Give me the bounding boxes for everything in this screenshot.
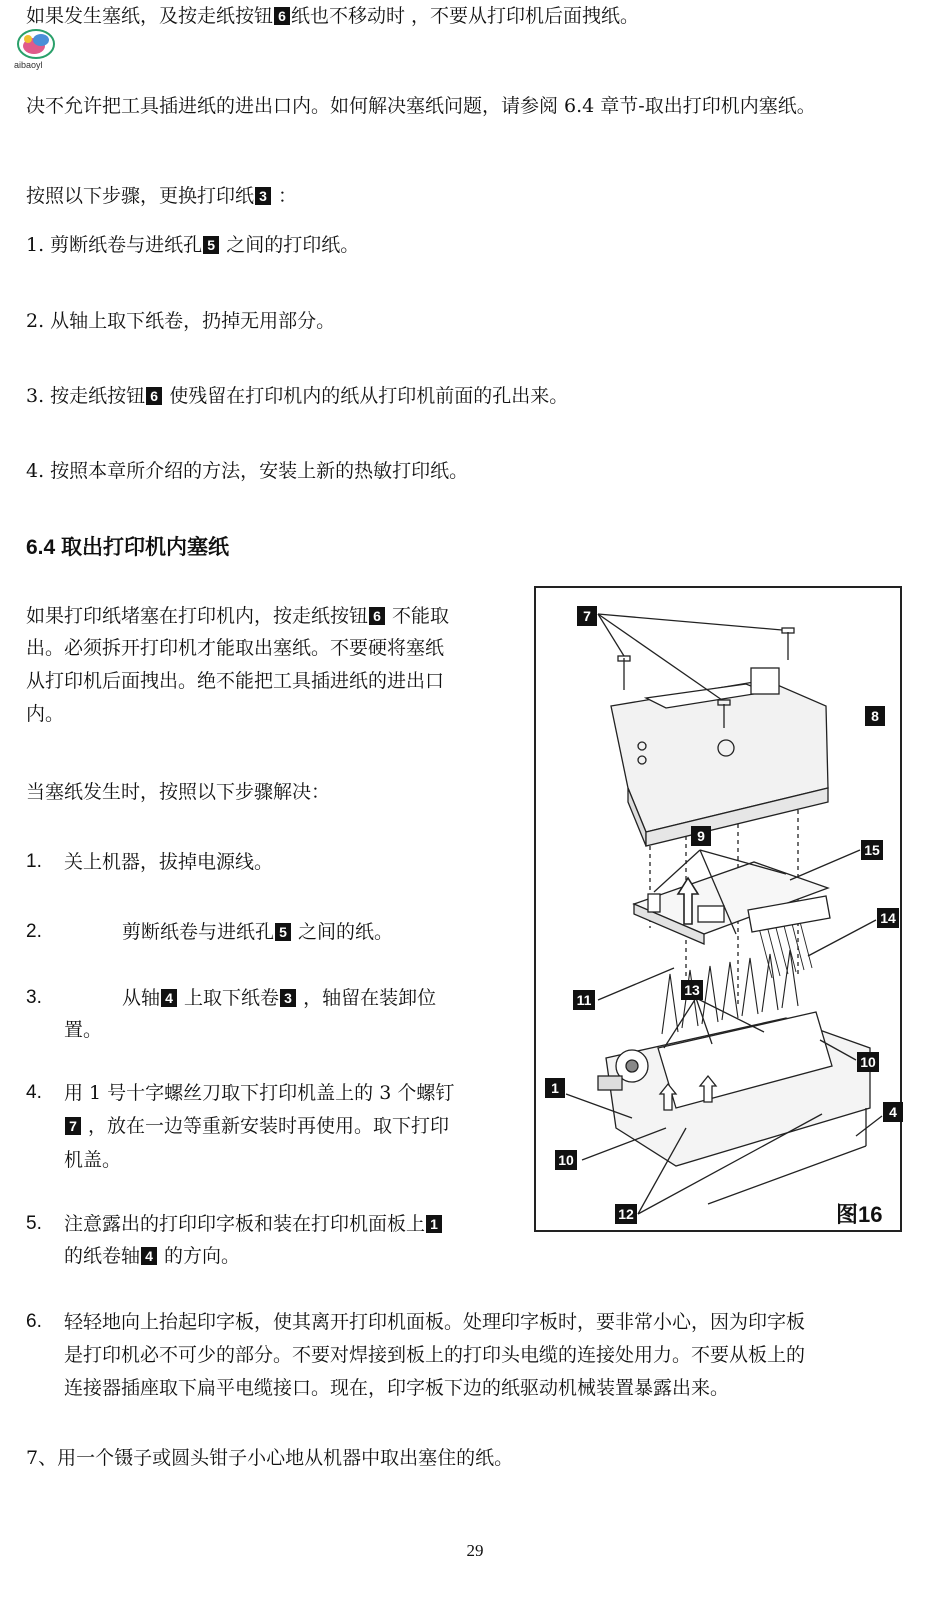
text: 注意露出的打印印字板和装在打印机面板上 [64,1213,426,1235]
text: 4. 按照本章所介绍的方法，安装上新的热敏打印纸。 [26,460,469,482]
callout-badge: 11 [573,990,595,1010]
jam-step-6-line-3: 连接器插座取下扁平电缆接口。现在，印字板下边的纸驱动机械装置暴露出来。 [64,1377,730,1399]
jam-intro-line-2: 出。必须拆开打印机才能取出塞纸。不要硬将塞纸 [26,637,445,659]
jam-step-1: 关上机器，拔掉电源线。 [64,851,274,873]
printer-diagram [536,588,900,1230]
text: 按照以下步骤，更换打印纸 [26,185,255,207]
text: 3. 按走纸按钮 [26,385,146,407]
text: 的方向。 [158,1245,241,1267]
jam-step-4-cont2: 机盖。 [64,1149,122,1171]
ref-badge: 7 [65,1117,81,1135]
jam-step-2 [122,920,393,944]
callout-badge: 13 [681,980,703,1000]
text: 上取下纸卷 [178,987,280,1009]
replace-step-2 [26,309,335,333]
jam-step-3-cont: 置。 [64,1019,103,1041]
replace-step-1 [26,233,359,257]
jam-step-5 [64,1212,443,1236]
text: ： [272,185,298,207]
jam-steps-lead: 当塞纸发生时，按照以下步骤解决： [26,781,331,803]
ref-badge: 1 [426,1215,442,1233]
printer-exploded-figure [534,586,902,1232]
ref-badge: 3 [255,187,271,205]
text: 不能取 [386,605,450,627]
figure-caption: 图16 [836,1202,883,1227]
replace-step-4 [26,459,468,483]
text: 剪断纸卷与进纸孔 [122,921,275,943]
ref-badge: 6 [146,387,162,405]
intro-line-3 [26,184,297,208]
text: 之间的打印纸。 [220,234,360,256]
text: 之间的纸。 [292,921,394,943]
jam-step-6-line-1: 轻轻地向上抬起印字板，使其离开打印机面板。处理印字板时，要非常小心，因为印字板 [64,1311,806,1333]
page-number: 29 [466,1541,484,1560]
callout-badge: 15 [861,840,883,860]
intro-line-2: 决不允许把工具插进纸的进出口内。如何解决塞纸问题，请参阅 6.4 章节-取出打印机内塞纸。 [26,95,816,117]
text: 如果打印纸堵塞在打印机内，按走纸按钮 [26,605,369,627]
text: 1. 剪断纸卷与进纸孔 [26,234,203,256]
ref-badge: 4 [161,989,177,1007]
jam-step-6-line-2: 是打印机必不可少的部分。不要对焊接到板上的打印头电缆的连接处用力。不要从板上的 [64,1344,806,1366]
step-number: 6. [26,1311,42,1332]
replace-step-3 [26,384,568,408]
jam-intro-line-4: 内。 [26,703,65,725]
ref-badge: 4 [141,1247,157,1265]
callout-badge: 9 [691,826,711,846]
text: ，轴留在装卸位 [297,987,437,1009]
step-number: 1. [26,851,42,872]
logo-text: aibaoyl [14,60,43,70]
callout-badge: 10 [857,1052,879,1072]
step-number: 5. [26,1213,42,1234]
step-number: 4. [26,1082,42,1103]
jam-step-5-cont [64,1244,240,1268]
callout-badge: 14 [877,908,899,928]
text: ，放在一边等重新安装时再使用。取下打印 [82,1115,450,1137]
jam-intro-line-1 [26,604,449,628]
section-title: 6.4 取出打印机内塞纸 [26,536,230,559]
jam-step-4-cont [64,1114,449,1138]
jam-step-7: 7、用一个镊子或圆头钳子小心地从机器中取出塞住的纸。 [26,1447,514,1469]
callout-badge: 10 [555,1150,577,1170]
callout-badge: 12 [615,1204,637,1224]
callout-badge: 4 [883,1102,903,1122]
ref-badge: 3 [280,989,296,1007]
callout-badge: 7 [577,606,597,626]
callout-badge: 8 [865,706,885,726]
jam-intro-line-3: 从打印机后面拽出。绝不能把工具插进纸的进出口 [26,670,445,692]
ref-badge: 5 [203,236,219,254]
jam-step-4: 用 1 号十字螺丝刀取下打印机盖上的 3 个螺钉 [64,1082,455,1104]
text: 2. 从轴上取下纸卷，扔掉无用部分。 [26,310,336,332]
text: 如果发生塞纸，及按走纸按钮 [26,5,274,27]
intro-line-1 [26,4,639,28]
step-number: 2. [26,921,42,942]
text: 纸也不移动时 ，不要从打印机后面拽纸。 [291,5,640,27]
callout-badge: 1 [545,1078,565,1098]
text: 的纸卷轴 [64,1245,141,1267]
ref-badge: 6 [369,607,385,625]
text: 使残留在打印机内的纸从打印机前面的孔出来。 [163,385,569,407]
ref-badge: 6 [274,7,290,25]
ref-badge: 5 [275,923,291,941]
step-number: 3. [26,987,42,1008]
text: 从轴 [122,987,161,1009]
jam-step-3 [122,986,436,1010]
